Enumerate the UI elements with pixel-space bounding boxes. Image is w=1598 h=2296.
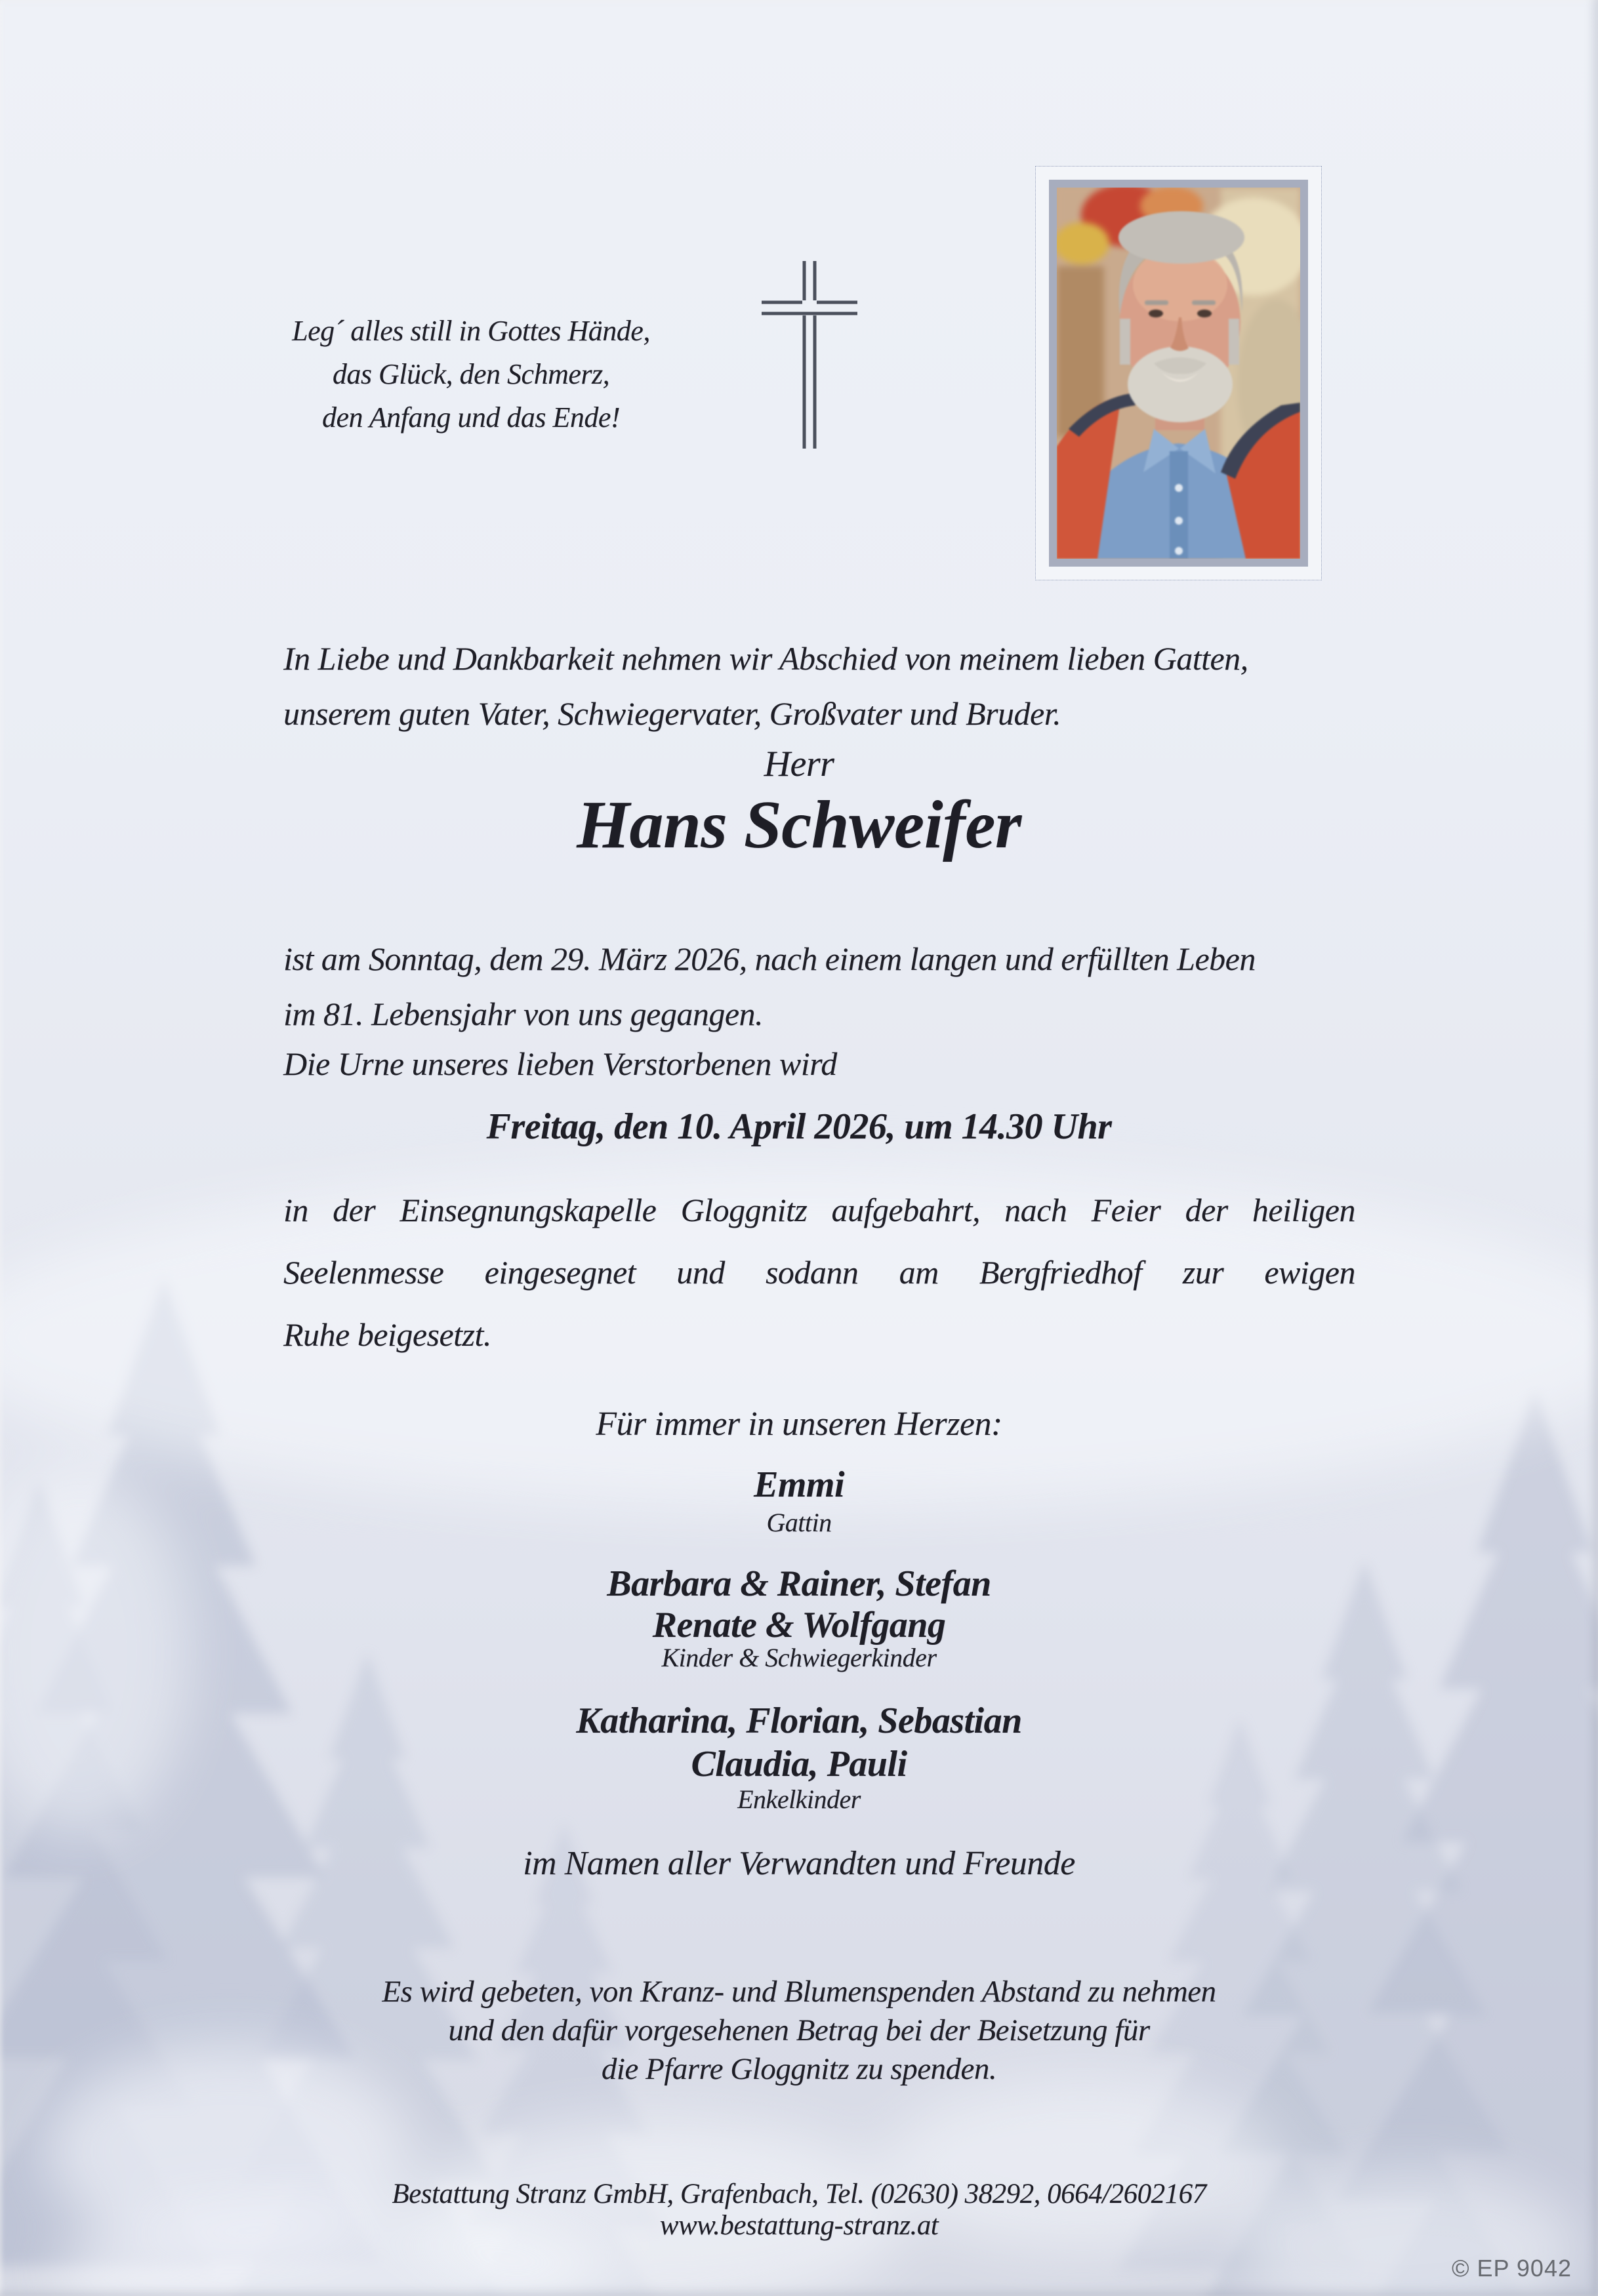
- donation-line: und den dafür vorgesehenen Betrag bei der Beisetzung für: [448, 2013, 1150, 2048]
- verse-line: Leg´ alles still in Gottes Hände,: [292, 315, 650, 347]
- funeral-home-website: www.bestattung-stranz.at: [659, 2210, 939, 2242]
- closing-line: im Namen aller Verwandten und Freunde: [523, 1845, 1075, 1882]
- portrait-photo: [1035, 166, 1322, 580]
- salutation: Herr: [764, 744, 834, 784]
- remembrance-line: Für immer in unseren Herzen:: [596, 1405, 1002, 1443]
- funeral-home-footer: [262, 2179, 1336, 2242]
- ceremony-details-line: Ruhe beigesetzt.: [283, 1316, 491, 1353]
- portrait-photo-frame: [1049, 180, 1308, 567]
- print-code: © EP 9042: [1452, 2255, 1572, 2282]
- mourner-relation: Gattin: [766, 1508, 832, 1537]
- mourner-name: Katharina, Florian, Sebastian: [576, 1701, 1022, 1741]
- intro-line: In Liebe und Dankbarkeit nehmen wir Abschied von meinem lieben Gatten,: [283, 640, 1248, 677]
- mourner-name: Claudia, Pauli: [691, 1744, 907, 1784]
- intro-line: unserem guten Vater, Schwiegervater, Großvater und Bruder.: [283, 695, 1061, 732]
- funeral-home-contact: Bestattung Stranz GmbH, Grafenbach, Tel. (02630) 38292, 0664/2602167: [392, 2179, 1206, 2209]
- memorial-cross-icon: [756, 259, 861, 451]
- mourner-name: Barbara & Rainer, Stefan: [607, 1563, 991, 1604]
- mourner-name: Emmi: [753, 1464, 845, 1505]
- opening-verse: [268, 310, 674, 439]
- ceremony-details-line: Seelenmesse eingesegnet und sodann am Bergfriedhof zur ewigen: [283, 1254, 1355, 1291]
- donation-line: Es wird gebeten, von Kranz- und Blumenspenden Abstand zu nehmen: [382, 1975, 1216, 2009]
- death-info-line: ist am Sonntag, dem 29. März 2026, nach einem langen und erfüllten Leben: [283, 940, 1256, 977]
- death-info-paragraph: [283, 931, 1355, 1041]
- mourner-name: Renate & Wolfgang: [652, 1605, 946, 1645]
- donation-request: [262, 1973, 1336, 2089]
- ceremony-details-paragraph: [283, 1179, 1355, 1366]
- mourner-relation: Kinder & Schwiegerkinder: [661, 1643, 937, 1672]
- death-info-line: im 81. Lebensjahr von uns gegangen.: [283, 996, 764, 1032]
- intro-paragraph: [283, 631, 1355, 741]
- deceased-name: Hans Schweifer: [577, 787, 1021, 862]
- mourner-relation: Enkelkinder: [737, 1784, 861, 1814]
- verse-line: das Glück, den Schmerz,: [332, 358, 610, 390]
- urn-line: Die Urne unseres lieben Verstorbenen wird: [283, 1045, 837, 1082]
- verse-line: den Anfang und das Ende!: [321, 401, 621, 433]
- ceremony-datetime: Freitag, den 10. April 2026, um 14.30 Uhr: [486, 1106, 1112, 1147]
- donation-line: die Pfarre Gloggnitz zu spenden.: [601, 2052, 997, 2087]
- ceremony-details-line: in der Einsegnungskapelle Gloggnitz aufgebahrt, nach Feier der heiligen: [283, 1192, 1355, 1228]
